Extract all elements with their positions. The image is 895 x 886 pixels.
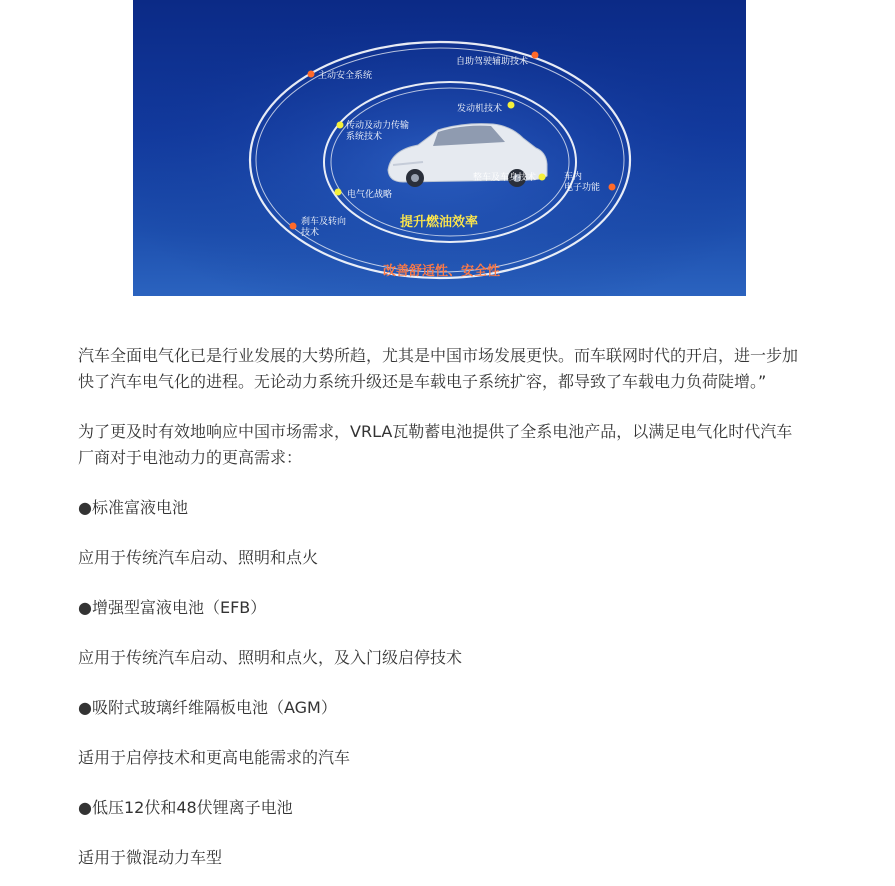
product-title-efb: ●增强型富液电池（EFB）: [78, 598, 267, 617]
label-electrification: 电气化战略: [347, 190, 393, 200]
label-in-vehicle-electronics: 车内电子功能: [564, 172, 601, 193]
paragraph-intro: 汽车全面电气化已是行业发展的大势所趋，尤其是中国市场发展更快。而车联网时代的开启，进一步加快了汽车电气化的进程。无论动力系统升级还是车载电子系统扩容，都导致了车载电力负荷陡增。”: [78, 346, 799, 391]
paragraph-products: 为了更及时有效地响应中国市场需求，VRLA瓦勒蓄电池提供了全系电池产品，以满足电气化时代汽车厂商对于电池动力的更高需求：: [78, 422, 793, 467]
product-title-agm: ●吸附式玻璃纤维隔板电池（AGM）: [78, 698, 337, 717]
dot-in-vehicle-electronics: [609, 184, 616, 191]
dot-engine: [508, 102, 515, 109]
product-desc-lithium: 适用于微混动力车型: [78, 848, 223, 867]
label-comfort-safety: 改善舒适性、安全性: [383, 264, 501, 279]
label-transmission: 传动及动力传输系统技术: [346, 121, 410, 142]
article-figure: [133, 0, 746, 296]
product-desc-agm: 适用于启停技术和更高电能需求的汽车: [78, 748, 351, 767]
label-vehicle-body: 整车及车身技术: [473, 173, 537, 183]
dot-adas: [532, 52, 539, 59]
label-fuel-efficiency: 提升燃油效率: [400, 215, 479, 230]
product-desc-efb: 应用于传统汽车启动、照明和点火，及入门级启停技术: [78, 648, 463, 667]
dot-vehicle-body: [539, 174, 546, 181]
diagram: [133, 0, 746, 296]
label-brake-steering: 刹车及转向技术: [301, 217, 347, 238]
article-body: [78, 343, 808, 886]
product-title-lithium: ●低压12伏和48伏锂离子电池: [78, 798, 293, 817]
dot-brake-steering: [290, 223, 297, 230]
product-desc-standard: 应用于传统汽车启动、照明和点火: [78, 548, 319, 567]
dot-electrification: [335, 189, 342, 196]
label-active-safety: 主动安全系统: [318, 71, 373, 81]
label-engine: 发动机技术: [457, 104, 503, 114]
product-title-standard: ●标准富液电池: [78, 498, 188, 517]
dot-transmission: [337, 122, 344, 129]
label-adas: 自助驾驶辅助技术: [456, 57, 529, 67]
dot-active-safety: [308, 71, 315, 78]
